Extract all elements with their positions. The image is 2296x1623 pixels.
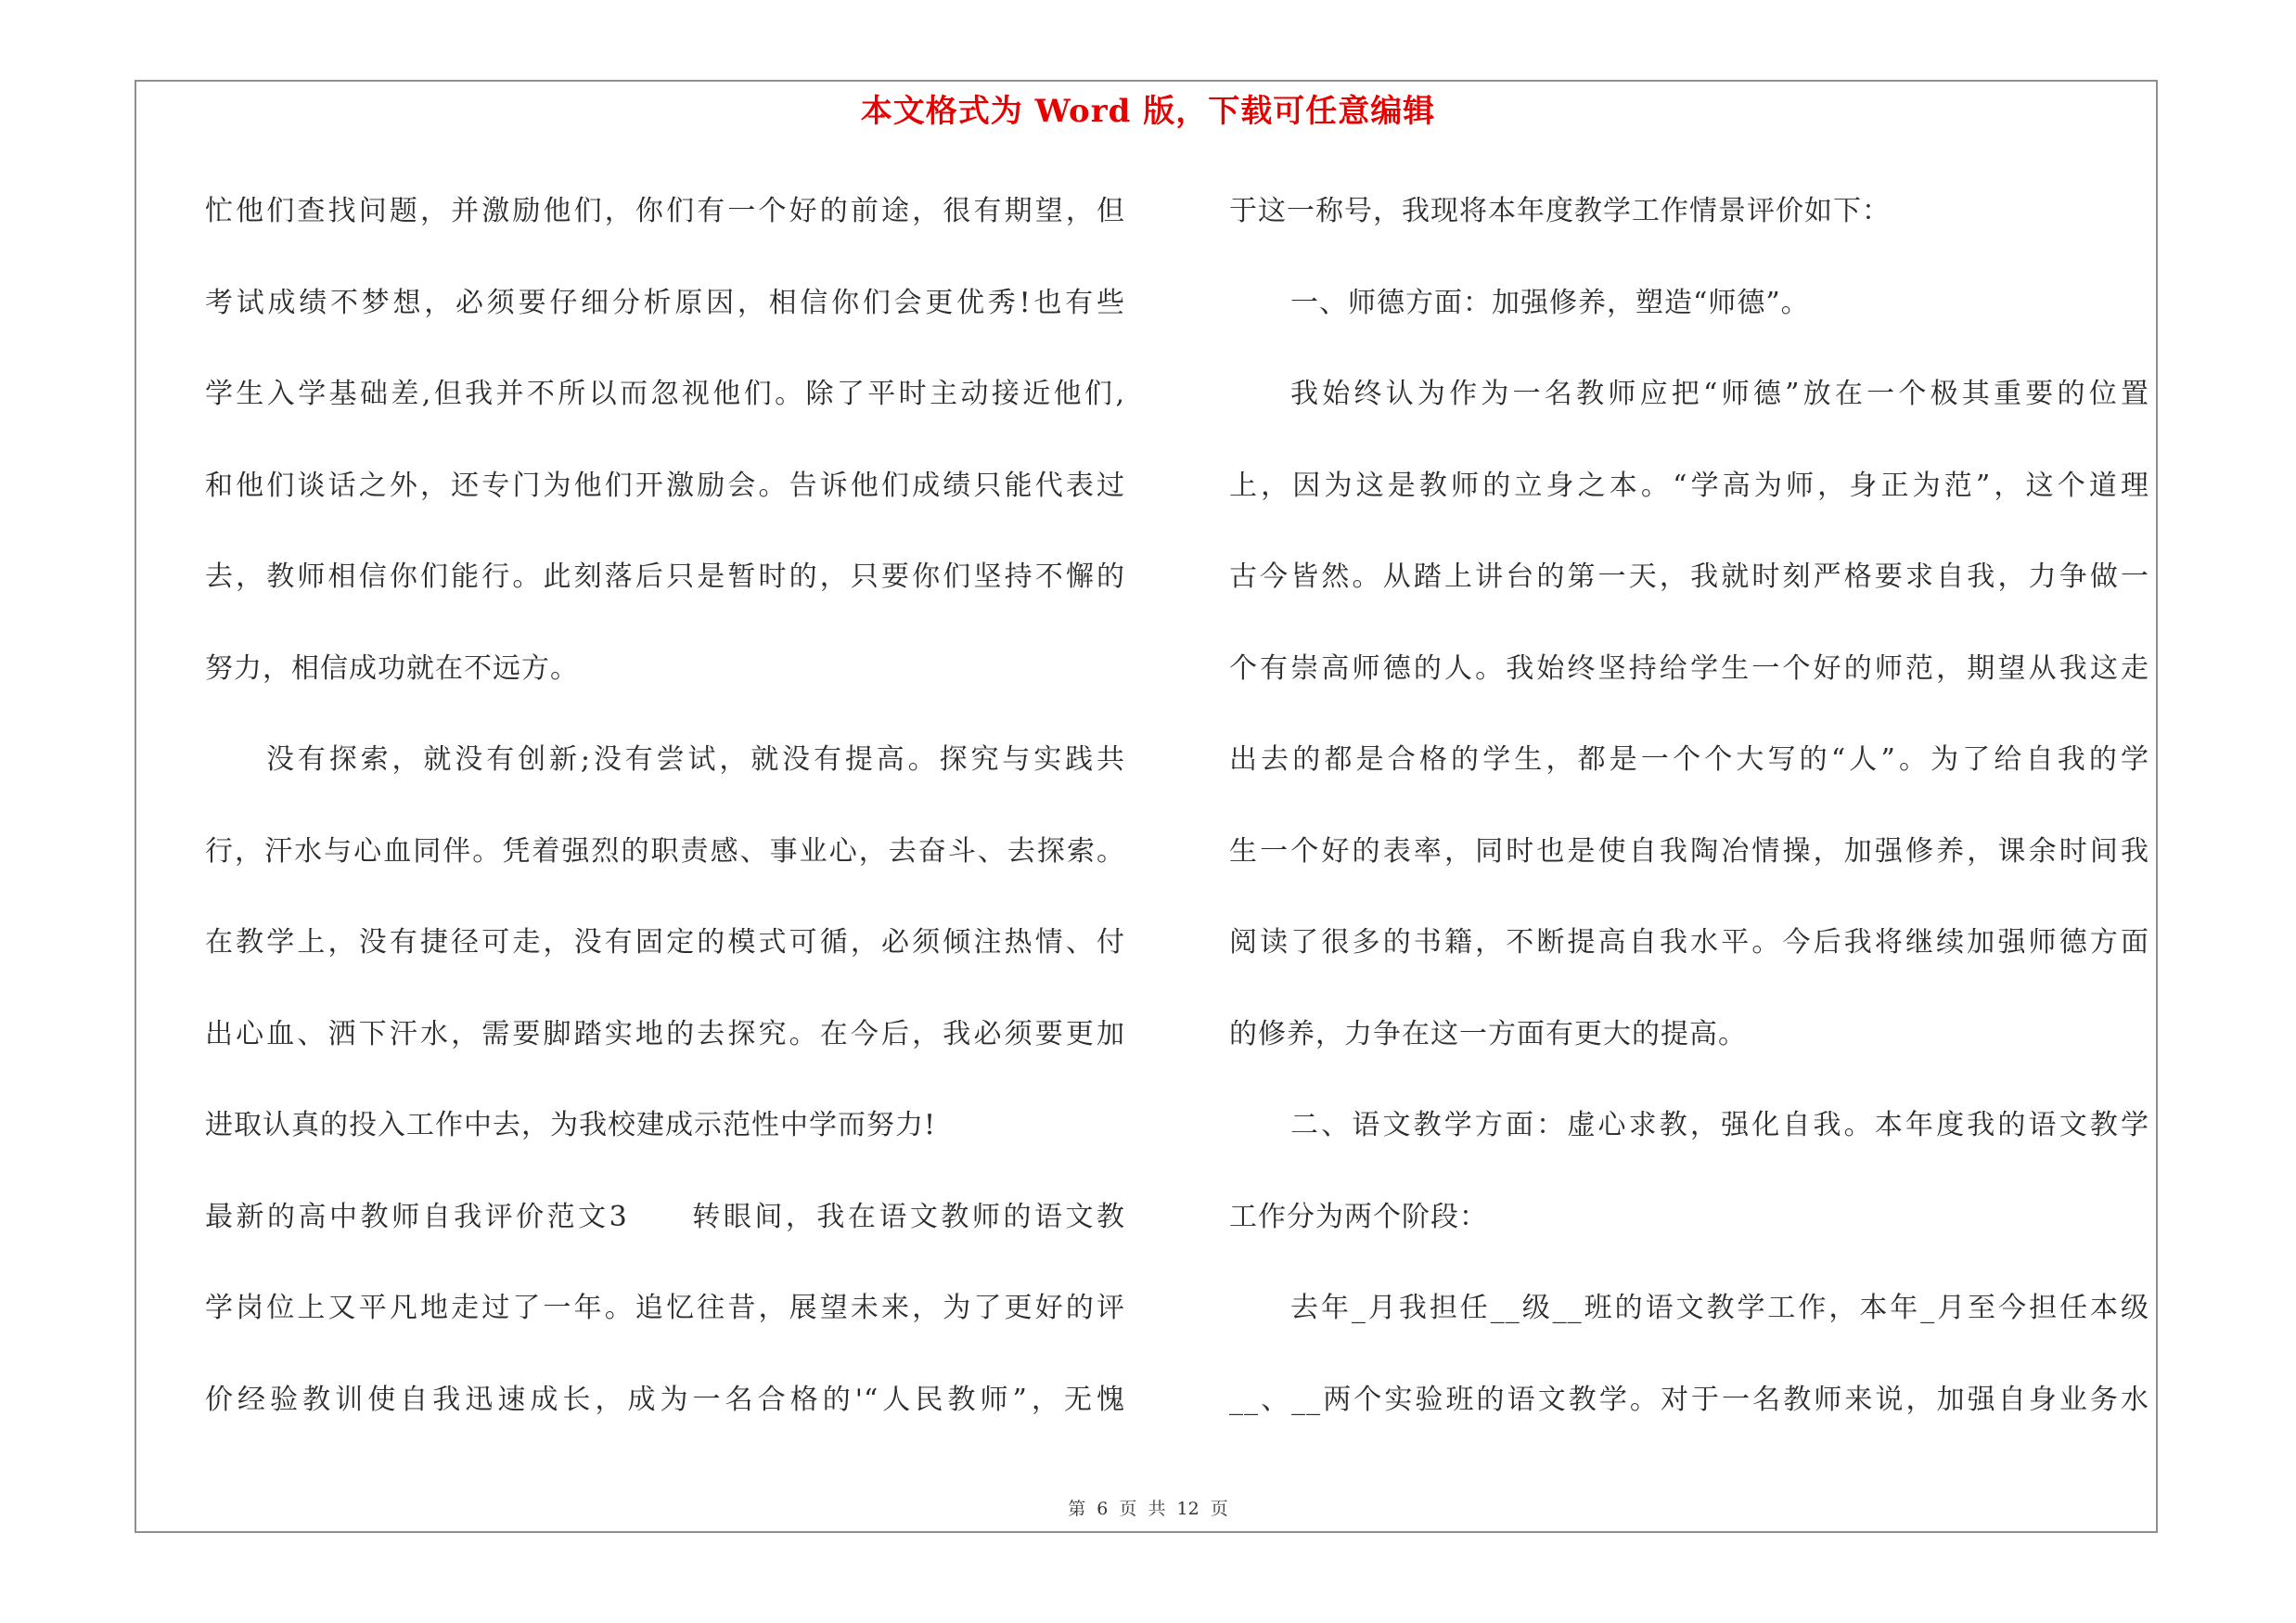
paragraph-line: 价经验教训使自我迅速成长，成为一名合格的'“人民教师”，无愧 xyxy=(205,1383,1125,1416)
paragraph-line: 上，因为这是教师的立身之本。“学高为师，身正为范”，这个道理 xyxy=(1229,469,2149,502)
paragraph-line: 的修养，力争在这一方面有更大的提高。 xyxy=(1229,1017,1747,1050)
paragraph-line: 去，教师相信你们能行。此刻落后只是暂时的，只要你们坚持不懈的 xyxy=(205,560,1125,593)
paragraph-line: 古今皆然。从踏上讲台的第一天，我就时刻严格要求自我，力争做一 xyxy=(1229,560,2149,593)
paragraph-line: 行，汗水与心血同伴。凭着强烈的职责感、事业心，去奋斗、去探索。 xyxy=(205,834,1125,868)
paragraph-line: 努力，相信成功就在不远方。 xyxy=(205,651,579,685)
section-heading-line: 最新的高中教师自我评价范文3 转眼间，我在语文教师的语文教 xyxy=(205,1200,1125,1233)
paragraph-line: 学岗位上又平凡地走过了一年。追忆往昔，展望未来，为了更好的评 xyxy=(205,1292,1125,1324)
page-number-footer: 第 6 页 共 12 页 xyxy=(1068,1499,1228,1519)
paragraph-line: 进取认真的投入工作中去，为我校建成示范性中学而努力! xyxy=(205,1109,937,1141)
paragraph-line: 没有探索，就没有创新;没有尝试，就没有提高。探究与实践共 xyxy=(266,743,1125,776)
paragraph-line: 出心血、洒下汗水，需要脚踏实地的去探究。在今后，我必须要更加 xyxy=(205,1017,1125,1050)
paragraph-line: 生一个好的表率，同时也是使自我陶冶情操，加强修养，课余时间我 xyxy=(1229,834,2149,868)
section-heading-line: 一、师德方面：加强修养，塑造“师德”。 xyxy=(1290,286,1810,319)
paragraph-line: 考试成绩不梦想，必须要仔细分析原因，相信你们会更优秀!也有些 xyxy=(205,286,1125,319)
paragraph-line: 于这一称号，我现将本年度教学工作情景评价如下： xyxy=(1229,195,1891,227)
right-text-column xyxy=(1229,184,2149,1463)
paragraph-line: 个有崇高师德的人。我始终坚持给学生一个好的师范，期望从我这走 xyxy=(1229,651,2149,685)
left-text-column xyxy=(205,184,1125,1463)
paragraph-line: 工作分为两个阶段： xyxy=(1229,1200,1488,1233)
paragraph-line: 学生入学基础差,但我并不所以而忽视他们。除了平时主动接近他们, xyxy=(205,378,1125,410)
paragraph-line: 和他们谈话之外，还专门为他们开激励会。告诉他们成绩只能代表过 xyxy=(205,469,1125,502)
paragraph-line: 阅读了很多的书籍，不断提高自我水平。今后我将继续加强师德方面 xyxy=(1229,926,2149,959)
word-format-banner: 本文格式为 Word 版，下载可任意编辑 xyxy=(860,93,1436,130)
section-heading-line: 二、语文教学方面：虚心求教，强化自我。本年度我的语文教学 xyxy=(1290,1109,2149,1141)
paragraph-line: 忙他们查找问题，并激励他们，你们有一个好的前途，很有期望，但 xyxy=(205,195,1125,227)
paragraph-line: 在教学上，没有捷径可走，没有固定的模式可循，必须倾注热情、付 xyxy=(205,926,1125,959)
paragraph-line: 出去的都是合格的学生，都是一个个大写的“人”。为了给自我的学 xyxy=(1229,743,2149,776)
paragraph-line: 我始终认为作为一名教师应把“师德”放在一个极其重要的位置 xyxy=(1290,378,2149,410)
paragraph-line: __、__两个实验班的语文教学。对于一名教师来说，加强自身业务水 xyxy=(1229,1383,2149,1416)
paragraph-line: 去年_月我担任__级__班的语文教学工作，本年_月至今担任本级 xyxy=(1290,1292,2149,1324)
